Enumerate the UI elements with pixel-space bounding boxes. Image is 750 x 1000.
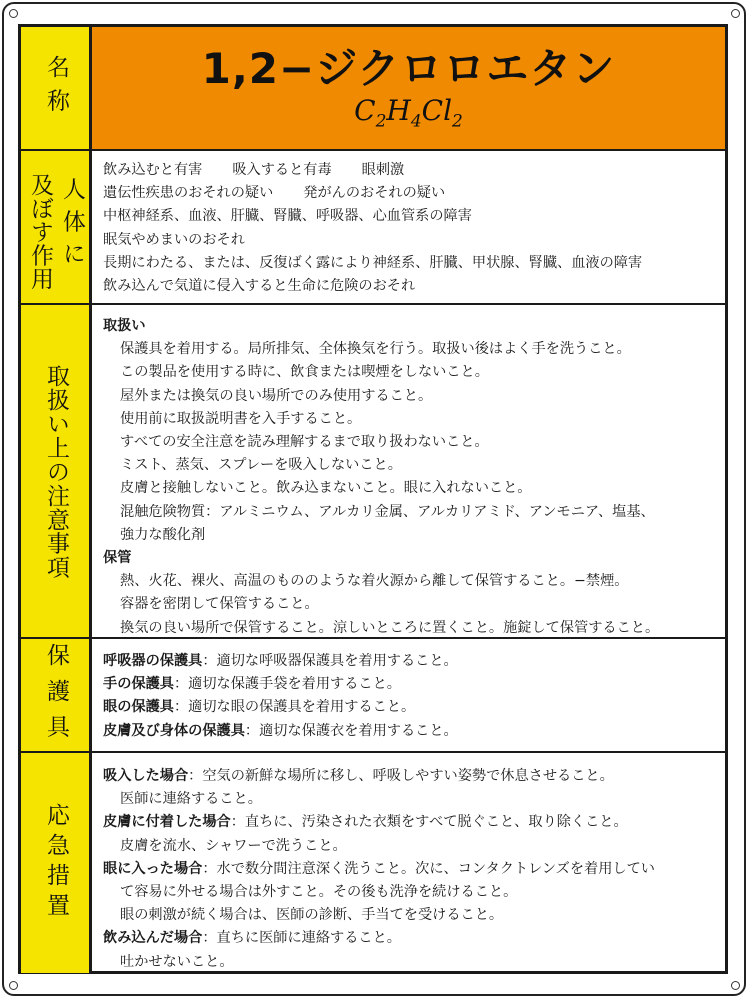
hazard-line: 遺伝性疾患のおそれの疑い 発がんのおそれの疑い bbox=[103, 185, 446, 202]
hazard-line: 飲み込んで気道に侵入すると生命に危険のおそれ bbox=[103, 278, 416, 295]
protection-row bbox=[21, 637, 725, 753]
first-aid-cont: て容易に外せる場合は外すこと。その後も洗浄を続けること。 bbox=[120, 884, 518, 901]
health-effects-row bbox=[21, 149, 725, 305]
protection-item: 皮膚及び身体の保護具：適切な保護衣を着用すること。 bbox=[103, 722, 458, 739]
protection-text bbox=[92, 639, 725, 753]
protection-label: 保護具 bbox=[21, 639, 92, 753]
first-aid-item: 皮膚に付着した場合：直ちに、汚染された衣類をすべて脱ぐこと、取り除くこと。 bbox=[103, 814, 628, 831]
handling-item: ミスト、蒸気、スプレーを吸入しないこと。 bbox=[120, 457, 402, 474]
storage-item: 容器を密閉して保管すること。 bbox=[120, 596, 319, 613]
handling-row bbox=[21, 303, 725, 639]
mounting-hole-bottom-left bbox=[9, 981, 18, 990]
mounting-hole-bottom-right bbox=[731, 981, 740, 990]
storage-item: 熱、火花、裸火、高温のもののような着火源から離して保管すること。−禁煙。 bbox=[120, 573, 629, 590]
first-aid-cont: 眼の刺激が続く場合は、医師の診断、手当てを受けること。 bbox=[120, 907, 504, 924]
handling-item: 皮膚と接触しないこと。飲み込まないこと。眼に入れないこと。 bbox=[120, 480, 532, 497]
handling-text bbox=[92, 305, 725, 639]
first-aid-cont: 医師に連絡すること。 bbox=[120, 791, 262, 808]
health-effects-label: 人体に 及ぼす作用 bbox=[21, 151, 92, 305]
protection-item: 呼吸器の保護具：適切な呼吸器保護具を着用すること。 bbox=[103, 653, 458, 669]
title-panel bbox=[92, 27, 725, 149]
handling-item: この製品を使用する時に、飲食または喫煙をしないこと。 bbox=[120, 364, 489, 381]
name-label: 名称 bbox=[21, 27, 92, 149]
first-aid-item: 眼に入った場合：水で数分間注意深く洗うこと。次に、コンタクトレンズを着用してい bbox=[103, 860, 655, 877]
protection-item: 手の保護具：適切な保護手袋を着用すること。 bbox=[103, 676, 401, 693]
hazard-line: 飲み込むと有害 吸入すると有毒 眼刺激 bbox=[103, 162, 405, 178]
name-row bbox=[21, 27, 725, 149]
first-aid-cont: 皮膚を流水、シャワーで洗うこと。 bbox=[120, 837, 347, 854]
chemical-formula: $C_2H_4Cl_2$ bbox=[354, 94, 463, 132]
protection-item: 眼の保護具：適切な眼の保護具を着用すること。 bbox=[103, 699, 416, 716]
first-aid-cont: 吐かせないこと。 bbox=[120, 953, 234, 970]
hazard-line: 中枢神経系、血液、肝臓、腎臓、呼吸器、心血管系の障害 bbox=[103, 208, 472, 225]
handling-item: 混触危険物質：アルミニウム、アルカリ金属、アルカリアミド、アンモニア、塩基、 bbox=[120, 503, 655, 520]
hazard-line: 長期にわたる、または、反復ばく露により神経系、肝臓、甲状腺、腎臓、血液の障害 bbox=[103, 254, 643, 271]
storage-heading: 保管 bbox=[103, 550, 132, 567]
first-aid-label: 応急措置 bbox=[21, 753, 92, 973]
content-table bbox=[18, 24, 728, 974]
hazard-line: 眠気やめまいのおそれ bbox=[103, 231, 245, 248]
first-aid-text bbox=[92, 753, 725, 973]
handling-label: 取扱い上の注意事項 bbox=[21, 305, 92, 639]
mounting-hole-top-left bbox=[9, 9, 18, 18]
storage-item: 換気の良い場所で保管すること。涼しいところに置くこと。施錠して保管すること。 bbox=[120, 619, 660, 636]
handling-item: 屋外または換気の良い場所でのみ使用すること。 bbox=[120, 387, 433, 404]
handling-item: 強力な酸化剤 bbox=[120, 526, 206, 543]
first-aid-item: 吸入した場合：空気の新鮮な場所に移し、呼吸しやすい姿勢で休息させること。 bbox=[103, 768, 614, 784]
first-aid-row bbox=[21, 751, 725, 973]
handling-item: 保護具を着用する。局所排気、全体換気を行う。取扱い後はよく手を洗うこと。 bbox=[120, 341, 631, 358]
first-aid-item: 飲み込んだ場合：直ちに医師に連絡すること。 bbox=[103, 930, 401, 947]
health-effects-text bbox=[92, 151, 725, 305]
mounting-hole-top-right bbox=[731, 9, 740, 18]
handling-item: すべての安全注意を読み理解するまで取り扱わないこと。 bbox=[120, 434, 489, 451]
substance-name: 1,2−ジクロロエタン bbox=[201, 44, 616, 93]
handling-item: 使用前に取扱説明書を入手すること。 bbox=[120, 410, 362, 427]
handling-heading: 取扱い bbox=[103, 318, 146, 334]
